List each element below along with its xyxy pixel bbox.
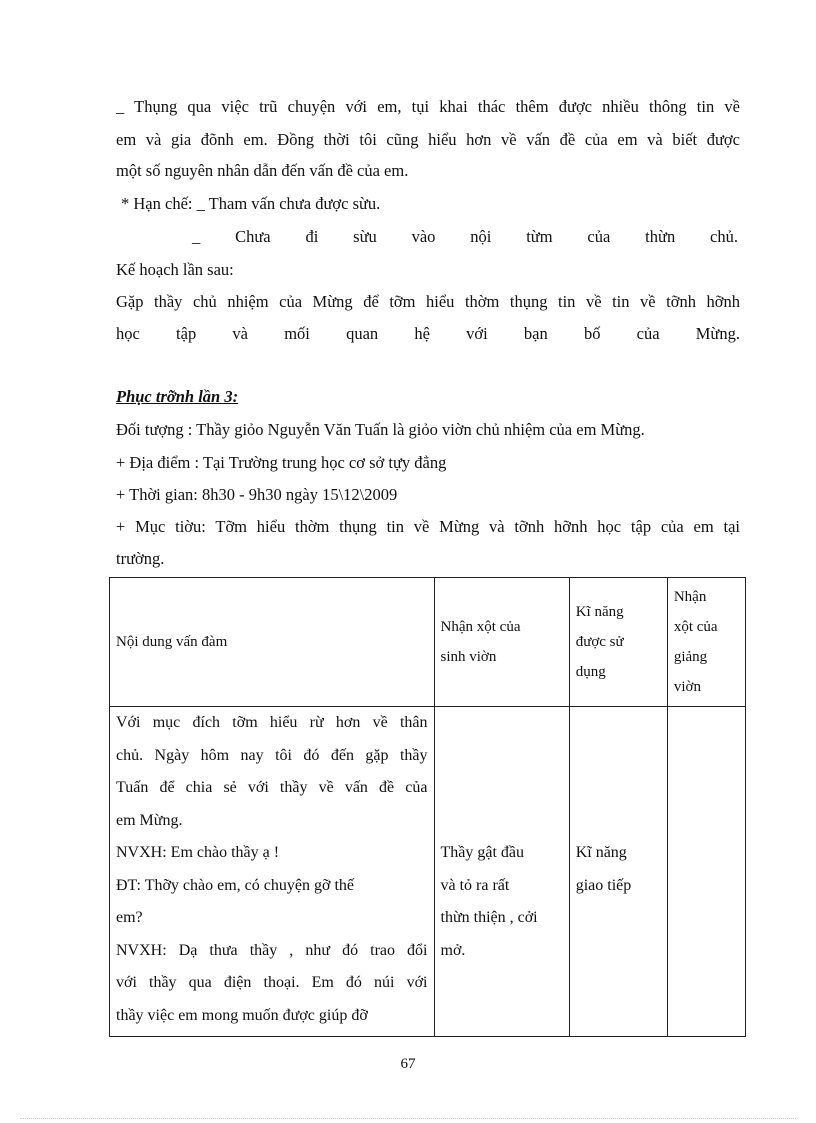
time-line: + Thời gian: 8h30 - 9h30 ngày 15\12\2009 [116,485,398,504]
header-lecturer-comment: Nhận xột của giảng viờn [667,578,745,707]
cell-lecturer-comment [667,707,745,1037]
table-row [110,707,746,1037]
header-skill: Kĩ năng được sử dụng [569,578,667,707]
paragraph-line: một số nguyên nhân dẫn đến vấn đề của em. [116,161,409,180]
subject-line: Đối tượng : Thầy giỏo Nguyễn Văn Tuấn là giỏo viờn chủ nhiệm của em Mừng. [116,420,645,439]
cell-content: Với mục đích tỡm hiểu rừ hơn về thân chủ. Ngày hôm nay tôi đó đến gặp thầy Tuấn để chia sẻ với thầy về vấn đề của em Mừng. NVXH: Em chào thầy ạ ! ĐT: Thỡy chào em, có chuyện gỡ thế em? NVXH: Dạ thưa thầy , như đó trao đổi với thầy qua điện thoại. Em đó núi với thầy việc em mong muốn được giúp đỡ [110,707,435,1037]
paragraph-line: _ Thụng qua việc trũ chuyện với em, tụi khai thác thêm được nhiều thông tin về [116,97,740,116]
cell-skill: Kĩ năng giao tiếp [569,707,667,1037]
paragraph-line: Gặp thầy chủ nhiệm của Mừng để tỡm hiểu thờm thụng tin về tin về tỡnh hỡnh [116,292,740,311]
page-number: 67 [400,1056,416,1072]
header-content: Nội dung vấn đàm [110,578,435,707]
cell-student-comment: Thầy gật đầu và tỏ ra rất thừn thiện , cởi mở. [434,707,569,1037]
header-student-comment: Nhận xột của sinh viờn [434,578,569,707]
goal-line: + Mục tiờu: Tỡm hiểu thờm thụng tin về Mừng và tỡnh hỡnh học tập của em tại [116,517,740,536]
limitations-line-2: _ Chưa đi sừu vào nội từm của thừn chủ. [192,227,738,246]
table-header-row [110,578,746,707]
goal-line-2: trường. [116,549,165,568]
place-line: + Địa điểm : Tại Trường trung học cơ sở tựy đẳng [116,453,447,472]
limitations-line: * Hạn chế: _ Tham vấn chưa được sừu. [121,194,381,213]
section-heading: Phục trỡnh lần 3: [116,387,239,406]
interview-table [109,577,746,1037]
next-plan-label: Kế hoạch lần sau: [116,260,234,279]
paragraph-line: học tập và mối quan hệ với bạn bố của Mừng. [116,324,740,343]
paragraph-line: em và gia đõnh em. Đồng thời tôi cũng hiểu hơn về vấn đề của em và biết được [116,130,740,149]
page-bottom-divider [20,1118,796,1119]
